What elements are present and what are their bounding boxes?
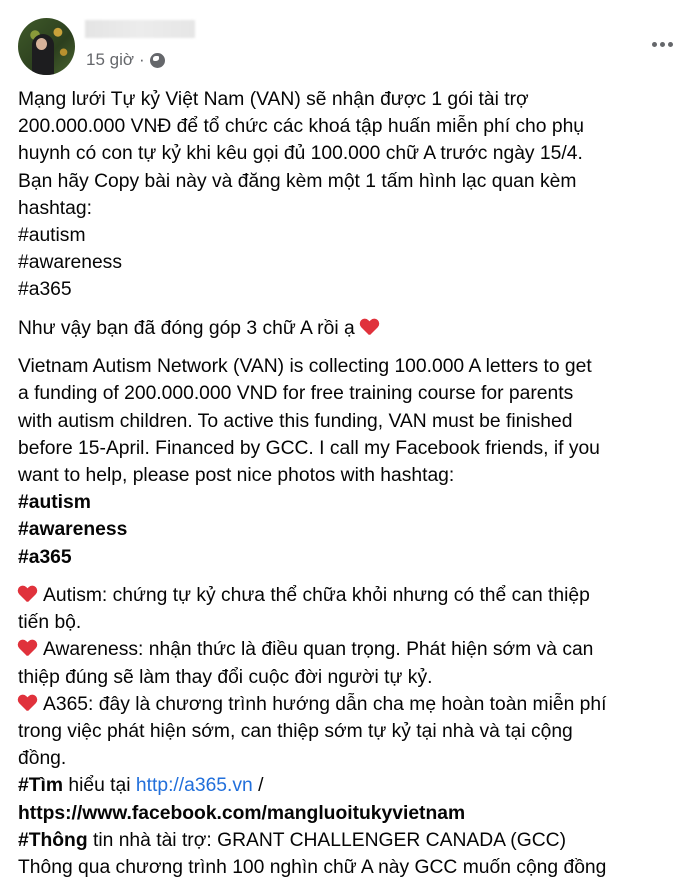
hashtag[interactable]: #awareness (18, 519, 128, 541)
text: Vietnam Autism Network (VAN) is collecting 100.000 A letters to get (18, 356, 592, 378)
author-avatar[interactable] (18, 18, 75, 75)
post-paragraph (18, 582, 698, 881)
text-line (18, 408, 698, 435)
hashtag[interactable]: #a365 (18, 546, 72, 568)
text-line (18, 664, 698, 691)
text: Awareness: nhận thức là điều quan trọng. Phát hiện sớm và can (43, 639, 594, 661)
heart-icon (360, 319, 379, 336)
text: thiệp đúng sẽ làm thay đổi cuộc đời người tự kỷ. (18, 666, 433, 688)
heart-icon (18, 695, 37, 712)
text-line (18, 582, 698, 609)
text: #autism (18, 225, 86, 247)
post-body (18, 86, 698, 892)
text: A365: đây là chương trình hướng dẫn cha mẹ hoàn toàn miễn phí (43, 693, 607, 715)
text: want to help, please post nice photos with hashtag: (18, 465, 455, 487)
text-line (18, 691, 698, 718)
heart-icon (18, 586, 37, 603)
text-line (18, 222, 698, 249)
text-line (18, 800, 698, 827)
dot-icon (668, 42, 673, 47)
text-line (18, 168, 698, 195)
text-line (18, 609, 698, 636)
heart-icon (18, 640, 37, 657)
text-line (18, 140, 698, 167)
hashtag[interactable]: #Tìm (18, 775, 64, 797)
dot-icon (660, 42, 665, 47)
text-line (18, 86, 698, 113)
text-line (18, 636, 698, 663)
text: huynh có con tự kỷ khi kêu gọi đủ 100.000 chữ A trước ngày 15/4. (18, 143, 583, 165)
text-line (18, 276, 698, 303)
text-line (18, 113, 698, 140)
text: a funding of 200.000.000 VND for free training course for parents (18, 383, 574, 405)
text-line (18, 249, 698, 276)
hashtag[interactable]: #autism (18, 492, 91, 514)
text: tin nhà tài trợ: GRANT CHALLENGER CANADA (GCC) (87, 829, 566, 851)
text: with autism children. To active this funding, VAN must be finished (18, 410, 573, 432)
post-paragraph (18, 315, 698, 342)
text: Autism: chứng tự kỷ chưa thể chữa khỏi nhưng có thể can thiệp (43, 585, 590, 607)
meta-separator: · (139, 50, 145, 69)
text-line (18, 195, 698, 222)
text: trong việc phát hiện sớm, can thiệp sớm tự kỷ tại nhà và tại cộng (18, 721, 573, 743)
post-timestamp[interactable]: 15 giờ (86, 50, 135, 69)
post-paragraph (18, 86, 698, 304)
text-line (18, 516, 698, 543)
link[interactable]: https://www.facebook.com/mangluoitukyvietnam (18, 802, 466, 824)
text: Thông qua chương trình 100 nghìn chữ A này GCC muốn cộng đồng (18, 857, 607, 879)
text: hashtag: (18, 197, 92, 219)
text-line (18, 745, 698, 772)
post-paragraph (18, 353, 698, 571)
text: before 15-April. Financed by GCC. I call my Facebook friends, if you (18, 437, 600, 459)
text-line (18, 827, 698, 854)
hashtag[interactable]: #Thông (18, 829, 88, 851)
text-line (18, 315, 698, 342)
text: hiểu tại (63, 775, 136, 797)
text: #a365 (18, 279, 72, 301)
more-options-button[interactable] (652, 36, 678, 52)
text: 200.000.000 VNĐ để tổ chức các khoá tập huấn miễn phí cho phụ (18, 116, 585, 138)
text-line (18, 462, 698, 489)
dot-icon (652, 42, 657, 47)
link[interactable]: http://a365.vn (135, 775, 253, 797)
text-line (18, 854, 698, 881)
text-line (18, 353, 698, 380)
text-line (18, 718, 698, 745)
text-line (18, 489, 698, 516)
text-line (18, 435, 698, 462)
text: Mạng lưới Tự kỷ Việt Nam (VAN) sẽ nhận được 1 gói tài trợ (18, 89, 529, 110)
globe-icon[interactable] (150, 53, 165, 68)
text: đồng. (18, 748, 67, 770)
text: tiến bộ. (18, 612, 82, 634)
text: / (252, 775, 264, 797)
author-name-redacted[interactable] (85, 20, 195, 38)
text: #awareness (18, 252, 122, 274)
post-meta (86, 50, 165, 70)
text-line (18, 544, 698, 571)
text: Như vậy bạn đã đóng góp 3 chữ A rồi ạ (18, 317, 361, 339)
text-line (18, 380, 698, 407)
text-line (18, 772, 698, 799)
text: Bạn hãy Copy bài này và đăng kèm một 1 tấm hình lạc quan kèm (18, 170, 577, 192)
